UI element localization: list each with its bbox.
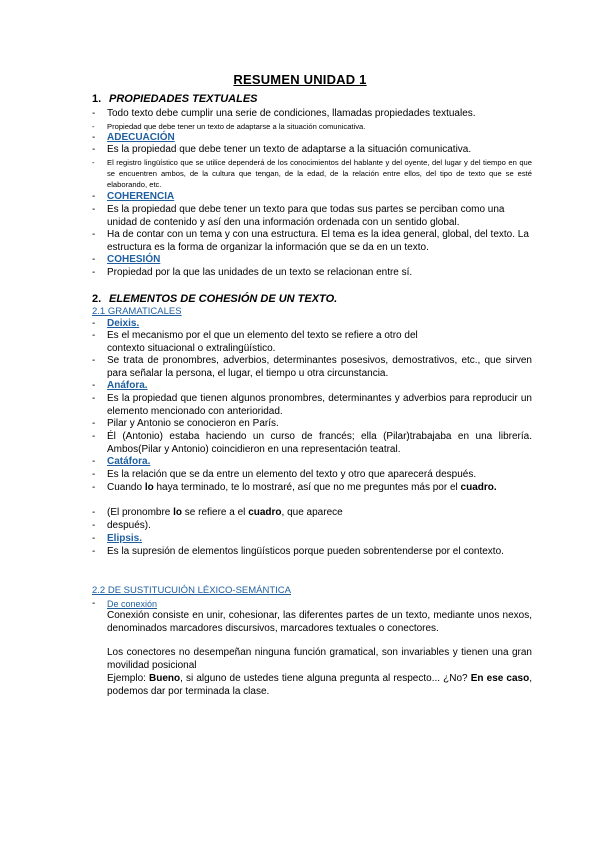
list-item: - (El pronombre lo se refiere a el cuadro, que aparece — [92, 507, 343, 518]
list-item: - Es la propiedad que tienen algunos pronombres, determinantes y adverbios para reproducir un elemento mencionado con anterioridad. — [92, 393, 532, 417]
section-number: 2. — [92, 293, 102, 305]
list-item: - Es la propiedad que debe tener un texto de adaptarse a la situación comunicativa. — [92, 144, 472, 155]
list-item: - Propiedad que debe tener un texto de adaptarse a la situación comunicativa. — [92, 122, 366, 131]
list-item: - Pilar y Antonio se conocieron en París. — [92, 418, 279, 429]
list-item: - El registro lingüístico que se utilice dependerá de los conocimientos del hablante y del oyente, del lugar y del tiempo en que se encuentren ambos, de la cultura que tengan, de la edad, de la relación entre ellos, del tipo de texto que se esté elaborando, etc. — [92, 158, 532, 189]
document-title: RESUMEN UNIDAD 1 — [233, 72, 367, 87]
heading-coherencia: - COHERENCIA — [92, 191, 175, 202]
list-item: - Es la propiedad que debe tener un texto para que todas sus partes se perciban como una unidad de contenido y así den una información ordenada con un sentido global. — [92, 204, 505, 228]
subsection-gramaticales: 2.1 GRAMATICALES — [92, 306, 182, 317]
heading-conexion: - De conexión — [92, 598, 158, 609]
heading-anafora: - Anáfora. — [92, 380, 148, 391]
section-1-heading — [92, 93, 258, 105]
heading-cohesion: - COHESIÓN — [92, 254, 161, 265]
heading-deixis: - Deixis. — [92, 318, 140, 329]
list-item: - Se trata de pronombres, adverbios, determinantes posesivos, demostrativos, etc., que sirven para señalar la persona, el lugar, el tiempo u otra circunstancia. — [92, 355, 532, 379]
section-title: ELEMENTOS DE COHESIÓN DE UN TEXTO. — [109, 293, 338, 305]
list-item: - Él (Antonio) estaba haciendo un curso de francés; ella (Pilar)trabajaba en una librería. Ambos(Pilar y Antonio) coincidieron en una representación teatral. — [92, 431, 532, 455]
heading-elipsis: - Elipsis. — [92, 533, 143, 544]
list-item: - después). — [92, 520, 151, 531]
paragraph: Los conectores no desempeñan ninguna función gramatical, son invariables y tienen una gran movilidad posicional — [107, 647, 532, 671]
list-item: - Propiedad por la que las unidades de un texto se relacionan entre sí. — [92, 267, 413, 278]
list-item-example: - Cuando lo haya terminado, te lo mostraré, así que no me preguntes más por el cuadro. — [92, 482, 497, 493]
section-2-heading — [92, 293, 337, 305]
section-title: PROPIEDADES TEXTUALES — [109, 93, 258, 105]
section-number: 1. — [92, 93, 102, 105]
list-item: - Es el mecanismo por el que un elemento del texto se refiere a otro del contexto situacional o extralingüístico. — [92, 330, 418, 354]
subsection-sustitucion: 2.2 DE SUSTITUCUIÓN LÉXICO-SEMÁNTICA — [92, 585, 292, 596]
paragraph: Conexión consiste en unir, cohesionar, las diferentes partes de un texto, mediante unos nexos, denominados marcadores discursivos, marcadores textuales o conectores. — [107, 610, 532, 634]
paragraph-example: Ejemplo: Bueno, si alguno de ustedes tiene alguna pregunta al respecto... ¿No? En ese caso, podemos dar por terminada la clase. — [107, 673, 533, 697]
list-item: - Todo texto debe cumplir una serie de condiciones, llamadas propiedades textuales. — [92, 108, 476, 119]
list-item: - Es la supresión de elementos lingüísticos porque pueden sobrentenderse por el contexto. — [92, 546, 504, 557]
list-item: - Es la relación que se da entre un elemento del texto y otro que aparecerá después. — [92, 469, 477, 480]
heading-adecuacion: - ADECUACIÓN — [92, 132, 175, 143]
list-item: - Ha de contar con un tema y con una estructura. El tema es la idea general, global, del texto. La estructura es la forma de organizar la información que se da en un texto. — [92, 229, 529, 253]
heading-catafora: - Catáfora. — [92, 456, 151, 467]
